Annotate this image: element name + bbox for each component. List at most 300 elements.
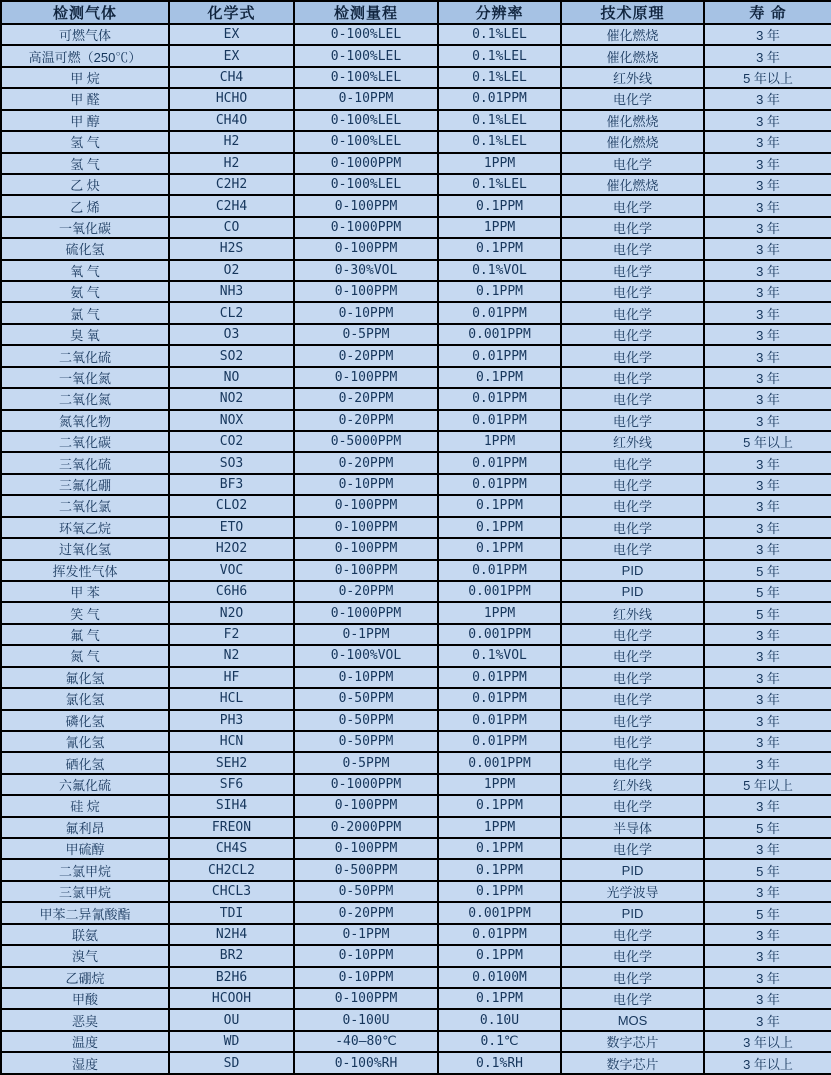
- table-row: [1, 645, 831, 666]
- cell-resolution: 0.01PPM: [438, 474, 561, 495]
- table-row: [1, 24, 831, 45]
- cell-principle: 电化学: [561, 281, 704, 302]
- cell-lifespan: 3 年: [704, 838, 831, 859]
- cell-formula: SO3: [169, 452, 294, 473]
- cell-lifespan: 3 年: [704, 345, 831, 366]
- cell-gas: 环氧乙烷: [1, 517, 169, 538]
- cell-gas: 一氧化碳: [1, 217, 169, 238]
- cell-gas: 高温可燃（250℃）: [1, 45, 169, 66]
- cell-resolution: 1PPM: [438, 431, 561, 452]
- cell-gas: 二氧化氯: [1, 495, 169, 516]
- cell-lifespan: 3 年: [704, 238, 831, 259]
- cell-gas: 三氧化硫: [1, 452, 169, 473]
- table-row: [1, 67, 831, 88]
- cell-principle: 电化学: [561, 667, 704, 688]
- cell-formula: HCL: [169, 688, 294, 709]
- cell-lifespan: 3 年: [704, 967, 831, 988]
- cell-resolution: 0.001PPM: [438, 902, 561, 923]
- table-row: [1, 110, 831, 131]
- table-row: [1, 45, 831, 66]
- cell-gas: 氟化氢: [1, 667, 169, 688]
- cell-lifespan: 3 年: [704, 217, 831, 238]
- table-row: [1, 731, 831, 752]
- cell-resolution: 0.1%RH: [438, 1052, 561, 1074]
- cell-resolution: 0.001PPM: [438, 752, 561, 773]
- table-row: [1, 452, 831, 473]
- cell-gas: 二氧化碳: [1, 431, 169, 452]
- cell-resolution: 0.01PPM: [438, 88, 561, 109]
- cell-gas: 氯 气: [1, 302, 169, 323]
- cell-principle: 红外线: [561, 431, 704, 452]
- cell-gas: 六氟化硫: [1, 774, 169, 795]
- cell-principle: 电化学: [561, 924, 704, 945]
- cell-lifespan: 3 年: [704, 688, 831, 709]
- cell-formula: NO2: [169, 388, 294, 409]
- cell-resolution: 1PPM: [438, 217, 561, 238]
- table-row: [1, 474, 831, 495]
- table-row: [1, 1009, 831, 1030]
- cell-resolution: 0.1%LEL: [438, 174, 561, 195]
- cell-range: 0-10PPM: [294, 302, 438, 323]
- cell-gas: 氢 气: [1, 131, 169, 152]
- table-header: [1, 1, 831, 24]
- cell-formula: CH4S: [169, 838, 294, 859]
- cell-formula: WD: [169, 1031, 294, 1052]
- cell-principle: 电化学: [561, 324, 704, 345]
- cell-resolution: 0.001PPM: [438, 624, 561, 645]
- cell-resolution: 0.1%LEL: [438, 45, 561, 66]
- cell-formula: O2: [169, 260, 294, 281]
- cell-formula: H2S: [169, 238, 294, 259]
- table-row: [1, 795, 831, 816]
- cell-range: 0-20PPM: [294, 902, 438, 923]
- cell-formula: EX: [169, 24, 294, 45]
- cell-resolution: 0.1%LEL: [438, 24, 561, 45]
- cell-lifespan: 3 年: [704, 260, 831, 281]
- cell-lifespan: 3 年以上: [704, 1052, 831, 1074]
- cell-gas: 甲 烷: [1, 67, 169, 88]
- table-row: [1, 88, 831, 109]
- table-row: [1, 945, 831, 966]
- cell-principle: 红外线: [561, 774, 704, 795]
- cell-resolution: 0.01PPM: [438, 710, 561, 731]
- cell-lifespan: 5 年: [704, 602, 831, 623]
- cell-lifespan: 3 年: [704, 174, 831, 195]
- table-row: [1, 495, 831, 516]
- cell-principle: 电化学: [561, 988, 704, 1009]
- cell-lifespan: 3 年: [704, 624, 831, 645]
- cell-range: 0-1000PPM: [294, 774, 438, 795]
- cell-formula: TDI: [169, 902, 294, 923]
- cell-range: 0-1PPM: [294, 924, 438, 945]
- cell-lifespan: 3 年: [704, 924, 831, 945]
- cell-formula: N2H4: [169, 924, 294, 945]
- cell-formula: ETO: [169, 517, 294, 538]
- cell-resolution: 0.01PPM: [438, 410, 561, 431]
- cell-range: 0-1PPM: [294, 624, 438, 645]
- cell-range: 0-1000PPM: [294, 602, 438, 623]
- cell-resolution: 0.01PPM: [438, 731, 561, 752]
- table-row: [1, 1052, 831, 1074]
- cell-range: 0-2000PPM: [294, 817, 438, 838]
- cell-lifespan: 3 年: [704, 45, 831, 66]
- cell-lifespan: 3 年: [704, 452, 831, 473]
- table-row: [1, 217, 831, 238]
- cell-principle: 电化学: [561, 645, 704, 666]
- cell-lifespan: 5 年以上: [704, 431, 831, 452]
- cell-resolution: 0.1PPM: [438, 281, 561, 302]
- cell-gas: 挥发性气体: [1, 560, 169, 581]
- cell-gas: 乙 烯: [1, 195, 169, 216]
- cell-resolution: 0.1PPM: [438, 988, 561, 1009]
- cell-principle: 电化学: [561, 945, 704, 966]
- cell-lifespan: 3 年: [704, 795, 831, 816]
- table-row: [1, 410, 831, 431]
- table-row: [1, 924, 831, 945]
- cell-formula: CHCL3: [169, 881, 294, 902]
- cell-formula: VOC: [169, 560, 294, 581]
- cell-gas: 氢 气: [1, 153, 169, 174]
- cell-formula: CH2CL2: [169, 859, 294, 880]
- cell-principle: 电化学: [561, 474, 704, 495]
- cell-resolution: 0.1PPM: [438, 881, 561, 902]
- cell-gas: 甲 苯: [1, 581, 169, 602]
- cell-gas: 氮 气: [1, 645, 169, 666]
- table-row: [1, 302, 831, 323]
- cell-resolution: 0.01PPM: [438, 388, 561, 409]
- cell-principle: 电化学: [561, 195, 704, 216]
- cell-gas: 氯化氢: [1, 688, 169, 709]
- table-row: [1, 881, 831, 902]
- cell-principle: 催化燃烧: [561, 174, 704, 195]
- cell-principle: 电化学: [561, 153, 704, 174]
- column-header-formula: 化学式: [169, 1, 294, 24]
- table-row: [1, 967, 831, 988]
- cell-gas: 甲酸: [1, 988, 169, 1009]
- cell-principle: 电化学: [561, 752, 704, 773]
- cell-principle: 数字芯片: [561, 1052, 704, 1074]
- cell-range: 0-50PPM: [294, 710, 438, 731]
- cell-resolution: 0.001PPM: [438, 581, 561, 602]
- cell-formula: O3: [169, 324, 294, 345]
- cell-range: 0-20PPM: [294, 388, 438, 409]
- cell-resolution: 0.1PPM: [438, 859, 561, 880]
- cell-formula: HF: [169, 667, 294, 688]
- cell-resolution: 0.1℃: [438, 1031, 561, 1052]
- cell-range: 0-100PPM: [294, 988, 438, 1009]
- cell-gas: 硫化氢: [1, 238, 169, 259]
- cell-formula: BR2: [169, 945, 294, 966]
- cell-range: 0-10PPM: [294, 474, 438, 495]
- cell-gas: 温度: [1, 1031, 169, 1052]
- table-row: [1, 774, 831, 795]
- table-row: [1, 902, 831, 923]
- cell-resolution: 0.1PPM: [438, 367, 561, 388]
- cell-principle: 电化学: [561, 452, 704, 473]
- cell-principle: 红外线: [561, 67, 704, 88]
- cell-range: 0-20PPM: [294, 581, 438, 602]
- cell-resolution: 0.01PPM: [438, 302, 561, 323]
- cell-formula: F2: [169, 624, 294, 645]
- cell-principle: 数字芯片: [561, 1031, 704, 1052]
- cell-formula: CO: [169, 217, 294, 238]
- cell-range: 0-50PPM: [294, 688, 438, 709]
- cell-range: 0-100%RH: [294, 1052, 438, 1074]
- cell-resolution: 0.1PPM: [438, 538, 561, 559]
- cell-resolution: 1PPM: [438, 817, 561, 838]
- cell-range: 0-100PPM: [294, 281, 438, 302]
- cell-lifespan: 3 年: [704, 195, 831, 216]
- cell-formula: C2H2: [169, 174, 294, 195]
- cell-range: 0-100PPM: [294, 495, 438, 516]
- cell-gas: 可燃气体: [1, 24, 169, 45]
- cell-formula: EX: [169, 45, 294, 66]
- cell-formula: PH3: [169, 710, 294, 731]
- cell-resolution: 1PPM: [438, 774, 561, 795]
- cell-principle: 电化学: [561, 238, 704, 259]
- cell-lifespan: 3 年: [704, 945, 831, 966]
- table-row: [1, 260, 831, 281]
- cell-principle: PID: [561, 859, 704, 880]
- cell-principle: 电化学: [561, 624, 704, 645]
- cell-range: 0-100%VOL: [294, 645, 438, 666]
- cell-range: 0-100PPM: [294, 538, 438, 559]
- cell-formula: C2H4: [169, 195, 294, 216]
- cell-range: 0-100U: [294, 1009, 438, 1030]
- cell-formula: H2: [169, 153, 294, 174]
- cell-lifespan: 5 年: [704, 902, 831, 923]
- cell-gas: 笑 气: [1, 602, 169, 623]
- cell-formula: SF6: [169, 774, 294, 795]
- table-row: [1, 431, 831, 452]
- cell-resolution: 1PPM: [438, 602, 561, 623]
- cell-lifespan: 3 年: [704, 88, 831, 109]
- cell-principle: 催化燃烧: [561, 45, 704, 66]
- cell-lifespan: 3 年: [704, 410, 831, 431]
- cell-formula: SIH4: [169, 795, 294, 816]
- cell-resolution: 0.1%LEL: [438, 110, 561, 131]
- cell-principle: 电化学: [561, 495, 704, 516]
- column-header-range: 检测量程: [294, 1, 438, 24]
- cell-gas: 湿度: [1, 1052, 169, 1074]
- cell-principle: 电化学: [561, 688, 704, 709]
- cell-resolution: 0.1PPM: [438, 238, 561, 259]
- cell-resolution: 0.1PPM: [438, 195, 561, 216]
- table-row: [1, 388, 831, 409]
- cell-lifespan: 3 年: [704, 388, 831, 409]
- table-row: [1, 517, 831, 538]
- cell-resolution: 0.1PPM: [438, 517, 561, 538]
- cell-formula: SO2: [169, 345, 294, 366]
- cell-formula: FREON: [169, 817, 294, 838]
- cell-range: 0-5000PPM: [294, 431, 438, 452]
- table-row: [1, 752, 831, 773]
- cell-gas: 磷化氢: [1, 710, 169, 731]
- cell-resolution: 0.01PPM: [438, 688, 561, 709]
- cell-range: -40—80℃: [294, 1031, 438, 1052]
- cell-lifespan: 3 年: [704, 881, 831, 902]
- table-row: [1, 688, 831, 709]
- cell-formula: N2: [169, 645, 294, 666]
- table-row: [1, 131, 831, 152]
- cell-lifespan: 3 年: [704, 367, 831, 388]
- cell-formula: CH4: [169, 67, 294, 88]
- cell-lifespan: 3 年: [704, 667, 831, 688]
- cell-principle: 催化燃烧: [561, 131, 704, 152]
- cell-principle: 电化学: [561, 388, 704, 409]
- cell-resolution: 0.10U: [438, 1009, 561, 1030]
- table-row: [1, 1031, 831, 1052]
- cell-lifespan: 5 年: [704, 560, 831, 581]
- cell-gas: 硅 烷: [1, 795, 169, 816]
- table-row: [1, 988, 831, 1009]
- cell-lifespan: 5 年: [704, 581, 831, 602]
- column-header-principle: 技术原理: [561, 1, 704, 24]
- cell-range: 0-5PPM: [294, 752, 438, 773]
- table-row: [1, 602, 831, 623]
- table-row: [1, 367, 831, 388]
- cell-principle: 电化学: [561, 967, 704, 988]
- table-row: [1, 153, 831, 174]
- cell-range: 0-100PPM: [294, 795, 438, 816]
- cell-resolution: 0.0100M: [438, 967, 561, 988]
- table-row: [1, 710, 831, 731]
- cell-principle: 电化学: [561, 795, 704, 816]
- cell-formula: B2H6: [169, 967, 294, 988]
- cell-range: 0-100PPM: [294, 367, 438, 388]
- cell-gas: 溴气: [1, 945, 169, 966]
- cell-gas: 甲硫醇: [1, 838, 169, 859]
- cell-range: 0-100%LEL: [294, 174, 438, 195]
- cell-lifespan: 3 年: [704, 324, 831, 345]
- cell-lifespan: 3 年: [704, 752, 831, 773]
- cell-principle: MOS: [561, 1009, 704, 1030]
- cell-gas: 甲 醇: [1, 110, 169, 131]
- cell-lifespan: 3 年: [704, 710, 831, 731]
- cell-resolution: 0.1PPM: [438, 795, 561, 816]
- cell-resolution: 0.01PPM: [438, 452, 561, 473]
- cell-gas: 臭 氧: [1, 324, 169, 345]
- cell-range: 0-10PPM: [294, 88, 438, 109]
- cell-range: 0-20PPM: [294, 345, 438, 366]
- cell-principle: 红外线: [561, 602, 704, 623]
- cell-gas: 氧 气: [1, 260, 169, 281]
- cell-gas: 甲 醛: [1, 88, 169, 109]
- cell-principle: 光学波导: [561, 881, 704, 902]
- table-row: [1, 859, 831, 880]
- cell-gas: 二氧化氮: [1, 388, 169, 409]
- cell-principle: 电化学: [561, 217, 704, 238]
- cell-range: 0-10PPM: [294, 945, 438, 966]
- cell-principle: 电化学: [561, 517, 704, 538]
- table-row: [1, 817, 831, 838]
- cell-lifespan: 3 年: [704, 281, 831, 302]
- table-row: [1, 281, 831, 302]
- cell-gas: 三氯甲烷: [1, 881, 169, 902]
- cell-formula: CH4O: [169, 110, 294, 131]
- cell-resolution: 0.1%LEL: [438, 67, 561, 88]
- cell-principle: 电化学: [561, 345, 704, 366]
- cell-resolution: 0.01PPM: [438, 560, 561, 581]
- column-header-lifespan: 寿 命: [704, 1, 831, 24]
- cell-gas: 一氧化氮: [1, 367, 169, 388]
- cell-range: 0-20PPM: [294, 452, 438, 473]
- cell-gas: 硒化氢: [1, 752, 169, 773]
- cell-lifespan: 3 年: [704, 988, 831, 1009]
- cell-gas: 氰化氢: [1, 731, 169, 752]
- cell-formula: N2O: [169, 602, 294, 623]
- cell-range: 0-100PPM: [294, 195, 438, 216]
- cell-range: 0-100PPM: [294, 517, 438, 538]
- cell-principle: PID: [561, 560, 704, 581]
- cell-principle: 电化学: [561, 88, 704, 109]
- cell-resolution: 0.1PPM: [438, 945, 561, 966]
- cell-lifespan: 3 年: [704, 131, 831, 152]
- cell-lifespan: 3 年: [704, 517, 831, 538]
- cell-lifespan: 3 年: [704, 538, 831, 559]
- cell-resolution: 0.1%VOL: [438, 645, 561, 666]
- table-row: [1, 538, 831, 559]
- table-row: [1, 324, 831, 345]
- table-row: [1, 624, 831, 645]
- cell-range: 0-100PPM: [294, 838, 438, 859]
- cell-lifespan: 3 年: [704, 24, 831, 45]
- table-row: [1, 238, 831, 259]
- cell-resolution: 0.01PPM: [438, 924, 561, 945]
- cell-resolution: 1PPM: [438, 153, 561, 174]
- cell-formula: BF3: [169, 474, 294, 495]
- table-body: [1, 24, 831, 1074]
- cell-range: 0-500PPM: [294, 859, 438, 880]
- table-row: [1, 560, 831, 581]
- cell-lifespan: 5 年以上: [704, 67, 831, 88]
- cell-lifespan: 3 年: [704, 302, 831, 323]
- cell-range: 0-100PPM: [294, 238, 438, 259]
- cell-principle: 半导体: [561, 817, 704, 838]
- cell-principle: 电化学: [561, 260, 704, 281]
- cell-gas: 二氯甲烷: [1, 859, 169, 880]
- cell-formula: CL2: [169, 302, 294, 323]
- cell-resolution: 0.1PPM: [438, 838, 561, 859]
- cell-formula: HCN: [169, 731, 294, 752]
- cell-lifespan: 5 年: [704, 817, 831, 838]
- cell-formula: H2O2: [169, 538, 294, 559]
- cell-principle: 电化学: [561, 367, 704, 388]
- cell-principle: 催化燃烧: [561, 110, 704, 131]
- cell-gas: 氨 气: [1, 281, 169, 302]
- cell-range: 0-30%VOL: [294, 260, 438, 281]
- cell-resolution: 0.1PPM: [438, 495, 561, 516]
- cell-formula: SD: [169, 1052, 294, 1074]
- cell-lifespan: 3 年以上: [704, 1031, 831, 1052]
- cell-principle: 电化学: [561, 538, 704, 559]
- table-row: [1, 195, 831, 216]
- cell-lifespan: 5 年: [704, 859, 831, 880]
- cell-formula: CLO2: [169, 495, 294, 516]
- cell-lifespan: 3 年: [704, 153, 831, 174]
- cell-formula: NH3: [169, 281, 294, 302]
- cell-formula: NO: [169, 367, 294, 388]
- cell-range: 0-10PPM: [294, 967, 438, 988]
- cell-lifespan: 5 年以上: [704, 774, 831, 795]
- cell-resolution: 0.001PPM: [438, 324, 561, 345]
- cell-principle: 催化燃烧: [561, 24, 704, 45]
- cell-gas: 甲苯二异氰酸酯: [1, 902, 169, 923]
- cell-range: 0-100%LEL: [294, 45, 438, 66]
- cell-range: 0-1000PPM: [294, 153, 438, 174]
- cell-gas: 乙硼烷: [1, 967, 169, 988]
- cell-range: 0-50PPM: [294, 881, 438, 902]
